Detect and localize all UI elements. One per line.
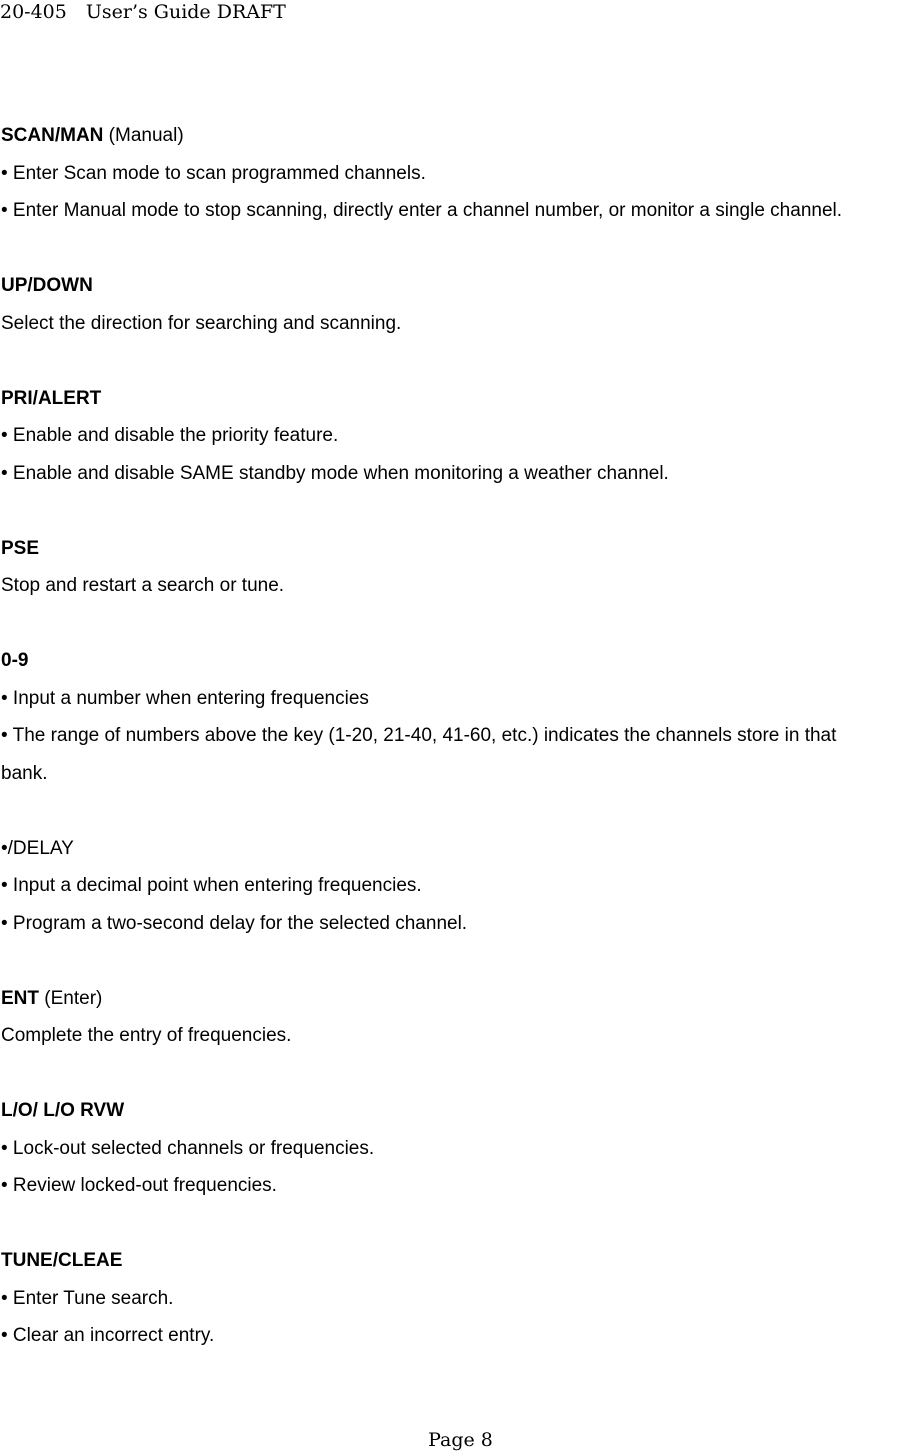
section-tune-clear [1,1242,921,1355]
section-up-down [1,267,921,342]
description-line: • Input a decimal point when entering frequencies. [1,875,422,896]
description-line: Select the direction for searching and scanning. [1,312,402,334]
spacer [1,230,921,268]
section-delay [1,830,921,943]
spacer [1,342,921,380]
spacer [1,942,921,980]
key-name: •/DELAY [1,837,74,859]
key-note: (Enter) [39,987,103,1009]
section-heading [1,117,921,155]
section-heading [1,530,921,568]
description-line: • The range of numbers above the key (1-20, 21-40, 41-60, etc.) indicates the channels store in that [1,725,837,746]
key-name: ENT [1,987,39,1009]
spacer [1,792,921,830]
description-line: • Clear an incorrect entry. [1,1325,215,1346]
spacer [1,492,921,530]
running-header: 20-405 User’s Guide DRAFT [0,1,286,23]
description-line: • Program a two-second delay for the selected channel. [1,912,468,934]
key-name: 0-9 [1,650,29,671]
key-name: UP/DOWN [1,275,93,296]
description-line: bank. [1,762,48,784]
description-line: Stop and restart a search or tune. [1,575,285,596]
section-number-keys [1,642,921,792]
section-pri-alert [1,380,921,493]
description-line: • Enable and disable the priority feature. [1,425,339,446]
description-line: • Enter Manual mode to stop scanning, directly enter a channel number, or monitor a single channel. [1,200,843,221]
section-heading [1,1242,921,1280]
section-scan-man [1,117,921,230]
description-line: • Review locked-out frequencies. [1,1175,277,1196]
description-line: • Lock-out selected channels or frequencies. [1,1137,375,1159]
section-heading [1,980,921,1018]
key-name: PSE [1,537,40,559]
section-heading [1,1092,921,1130]
section-lockout [1,1092,921,1205]
key-name: PRI/ALERT [1,387,102,409]
description-line: • Enter Tune search. [1,1287,174,1309]
page-number: Page 8 [428,1429,493,1451]
description-line: • Input a number when entering frequencies [1,687,369,709]
description-line: • Enable and disable SAME standby mode when monitoring a weather channel. [1,462,669,484]
section-heading [1,830,921,868]
key-name: TUNE/CLEAE [1,1250,123,1271]
key-note: (Manual) [103,125,184,146]
key-name: L/O/ L/O RVW [1,1100,125,1121]
section-heading [1,642,921,680]
spacer [1,1055,921,1093]
section-heading [1,267,921,305]
section-pse [1,530,921,605]
key-name: SCAN/MAN [1,125,104,146]
description-line: • Enter Scan mode to scan programmed channels. [1,162,426,184]
spacer [1,1205,921,1243]
section-ent [1,980,921,1055]
description-line: Complete the entry of frequencies. [1,1025,292,1046]
key-descriptions [1,117,921,1355]
spacer [1,605,921,643]
section-heading [1,380,921,418]
